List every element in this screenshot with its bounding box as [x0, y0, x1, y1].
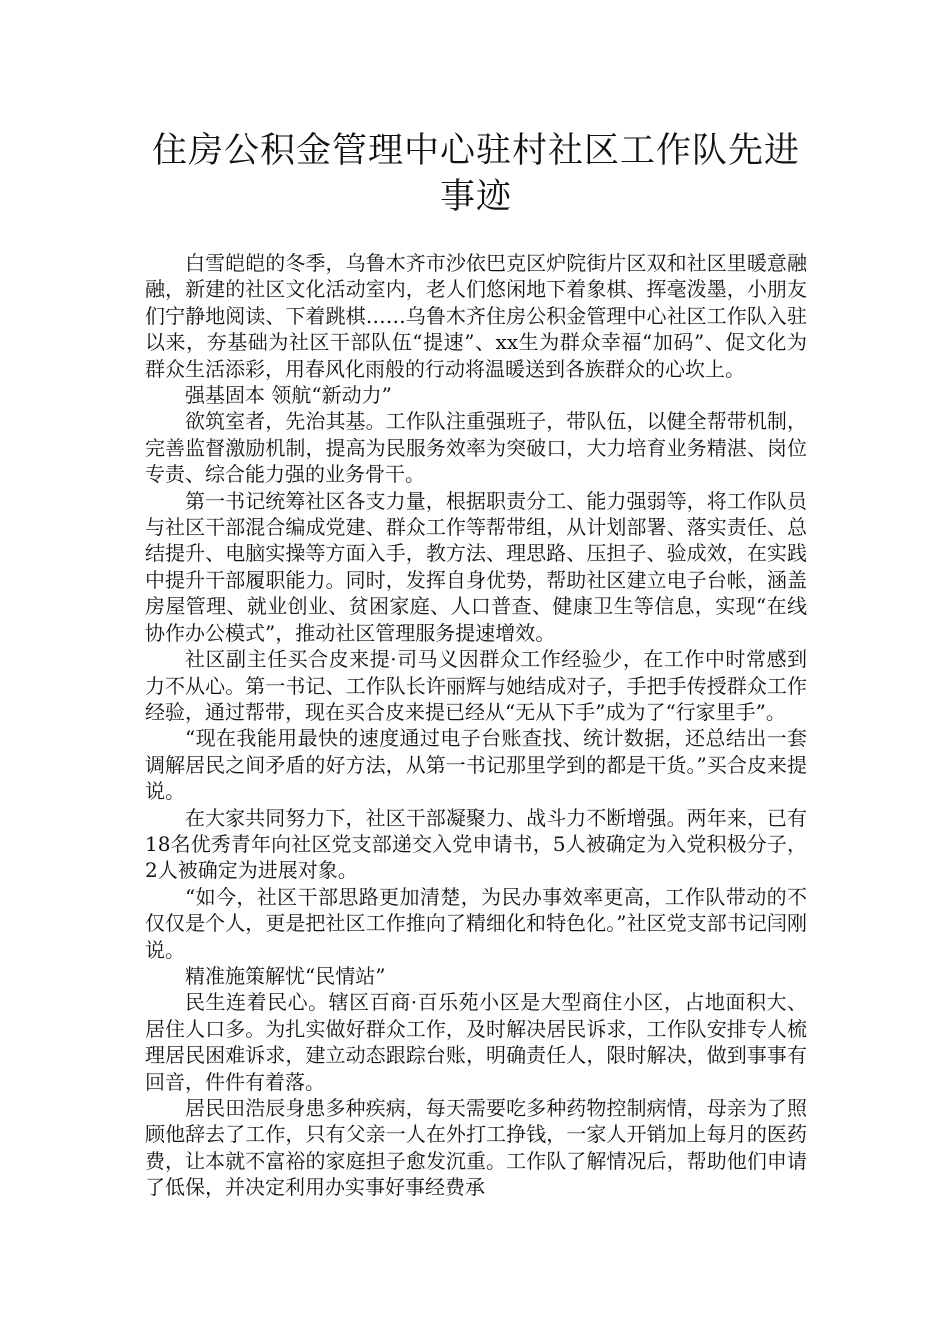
- title-line-2: 事迹: [439, 177, 512, 217]
- section-heading-1: 强基固本 领航“新动力”: [185, 383, 392, 408]
- paragraph-quote: “如今，社区干部思路更加清楚，为民办事效率更高，工作队带动的不仅仅是个人，更是把社区工作推向了精细化和特色化。”社区党支部书记闫刚说。: [145, 884, 807, 962]
- title-line-1: 住房公积金管理中心驻村社区工作队先进: [151, 131, 800, 171]
- paragraph-intro: 白雪皑皑的冬季，乌鲁木齐市沙依巴克区炉院街片区双和社区里暖意融融，新建的社区文化活动室内，老人们悠闲地下着象棋、挥毫泼墨，小朋友们宁静地阅读、下着跳棋……乌鲁木齐住房公积金管理中心社区工作队入驻以来，夯基础为社区干部队伍“提速”、xx生为群众幸福“加码”、促文化为群众生活添彩，用春风化雨般的行动将温暖送到各族群众的心坎上。: [145, 251, 807, 381]
- paragraph: 在大家共同努力下，社区干部凝聚力、战斗力不断增强。两年来，已有18名优秀青年向社区党支部递交入党申请书，5人被确定为入党积极分子，2人被确定为进展对象。: [145, 805, 807, 883]
- document-body: [145, 250, 807, 1201]
- paragraph: 社区副主任买合皮来提·司马义因群众工作经验少，在工作中时常感到力不从心。第一书记、工作队长许丽辉与她结成对子，手把手传授群众工作经验，通过帮带，现在买合皮来提已经从“无从下手”成为了“行家里手”。: [145, 647, 807, 724]
- paragraph: 第一书记统筹社区各支力量，根据职责分工、能力强弱等，将工作队员与社区干部混合编成党建、群众工作等帮带组，从计划部署、落实责任、总结提升、电脑实操等方面入手，教方法、理思路、压担子、验成效，在实践中提升干部履职能力。同时，发挥自身优势，帮助社区建立电子台帐，涵盖房屋管理、就业创业、贫困家庭、人口普查、健康卫生等信息，实现“在线协作办公模式”，推动社区管理服务提速增效。: [145, 488, 807, 645]
- paragraph: 居民田浩辰身患多种疾病，每天需要吃多种药物控制病情，母亲为了照顾他辞去了工作，只有父亲一人在外打工挣钱，一家人开销加上每月的医药费，让本就不富裕的家庭担子愈发沉重。工作队了解情况后，帮助他们申请了低保，并决定利用办实事好事经费承: [145, 1096, 807, 1200]
- section-heading-2: 精准施策解忧“民情站”: [185, 963, 386, 988]
- document-title: [145, 128, 807, 220]
- paragraph: 民生连着民心。辖区百商·百乐苑小区是大型商住小区，占地面积大、居住人口多。为扎实做好群众工作，及时解决居民诉求，工作队安排专人梳理居民困难诉求，建立动态跟踪台账，明确责任人，限时解决，做到事事有回音，件件有着落。: [145, 990, 807, 1094]
- paragraph-quote: “现在我能用最快的速度通过电子台账查找、统计数据，还总结出一套调解居民之间矛盾的好方法，从第一书记那里学到的都是干货。”买合皮来提说。: [145, 726, 807, 804]
- paragraph: 欲筑室者，先治其基。工作队注重强班子，带队伍，以健全帮带机制，完善监督激励机制，提高为民服务效率为突破口，大力培育业务精湛、岗位专责、综合能力强的业务骨干。: [145, 409, 807, 487]
